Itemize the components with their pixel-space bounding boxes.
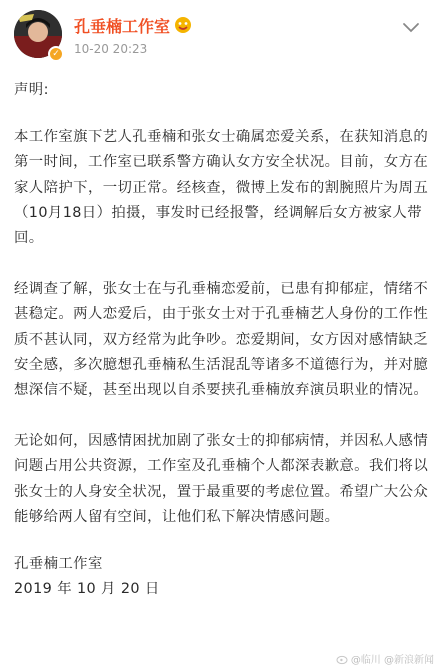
account-name[interactable]: 孔垂楠工作室	[74, 16, 171, 36]
post-title: 声明:	[14, 82, 49, 98]
paragraph-3: 无论如何，因感情困扰加剧了张女士的抑郁病情，并因私人感情问题占用公共资源，工作室及孔垂楠个人都深表歉意。我们将以张女士的人身安全状况，置于最重要的考虑位置。希望广大公众能够给两人留有空间，让他们私下解决情感问题。	[14, 433, 429, 525]
signature: 孔垂楠工作室	[14, 556, 103, 573]
chevron-down-icon[interactable]	[402, 22, 420, 34]
post-date: 2019 年 10 月 20 日	[14, 581, 160, 598]
weibo-logo-icon	[336, 653, 348, 665]
paragraph-1: 本工作室旗下艺人孔垂楠和张女士确属恋爱关系，在获知消息的第一时间，工作室已联系警方确认女方安全状况。目前，女方在家人陪护下，一切正常。经核查，微博上发布的割腕照片为周五（10月18日）拍摄，事发时已经报警，经调解后女方被家人带回。	[14, 129, 429, 247]
post-time: 10-20 20:23	[74, 42, 148, 56]
paragraph-2: 经调查了解，张女士在与孔垂楠恋爱前，已患有抑郁症，情绪不甚稳定。两人恋爱后，由于张女士对于孔垂楠艺人身份的工作性质不甚认同，双方经常为此争吵。恋爱期间，女方因对感情缺乏安全感，多次臆想孔垂楠私生活混乱等诸多不道德行为，并对臆想深信不疑，甚至出现以自杀要挟孔垂楠放弃演员职业的情况。	[14, 281, 429, 399]
post-header	[0, 0, 440, 70]
verified-badge-icon: ✓	[48, 46, 64, 62]
watermark-text: @临川 @新浪新闻	[350, 655, 434, 666]
post-body	[14, 68, 430, 602]
watermark	[336, 651, 434, 666]
vip-face-icon	[174, 16, 192, 34]
